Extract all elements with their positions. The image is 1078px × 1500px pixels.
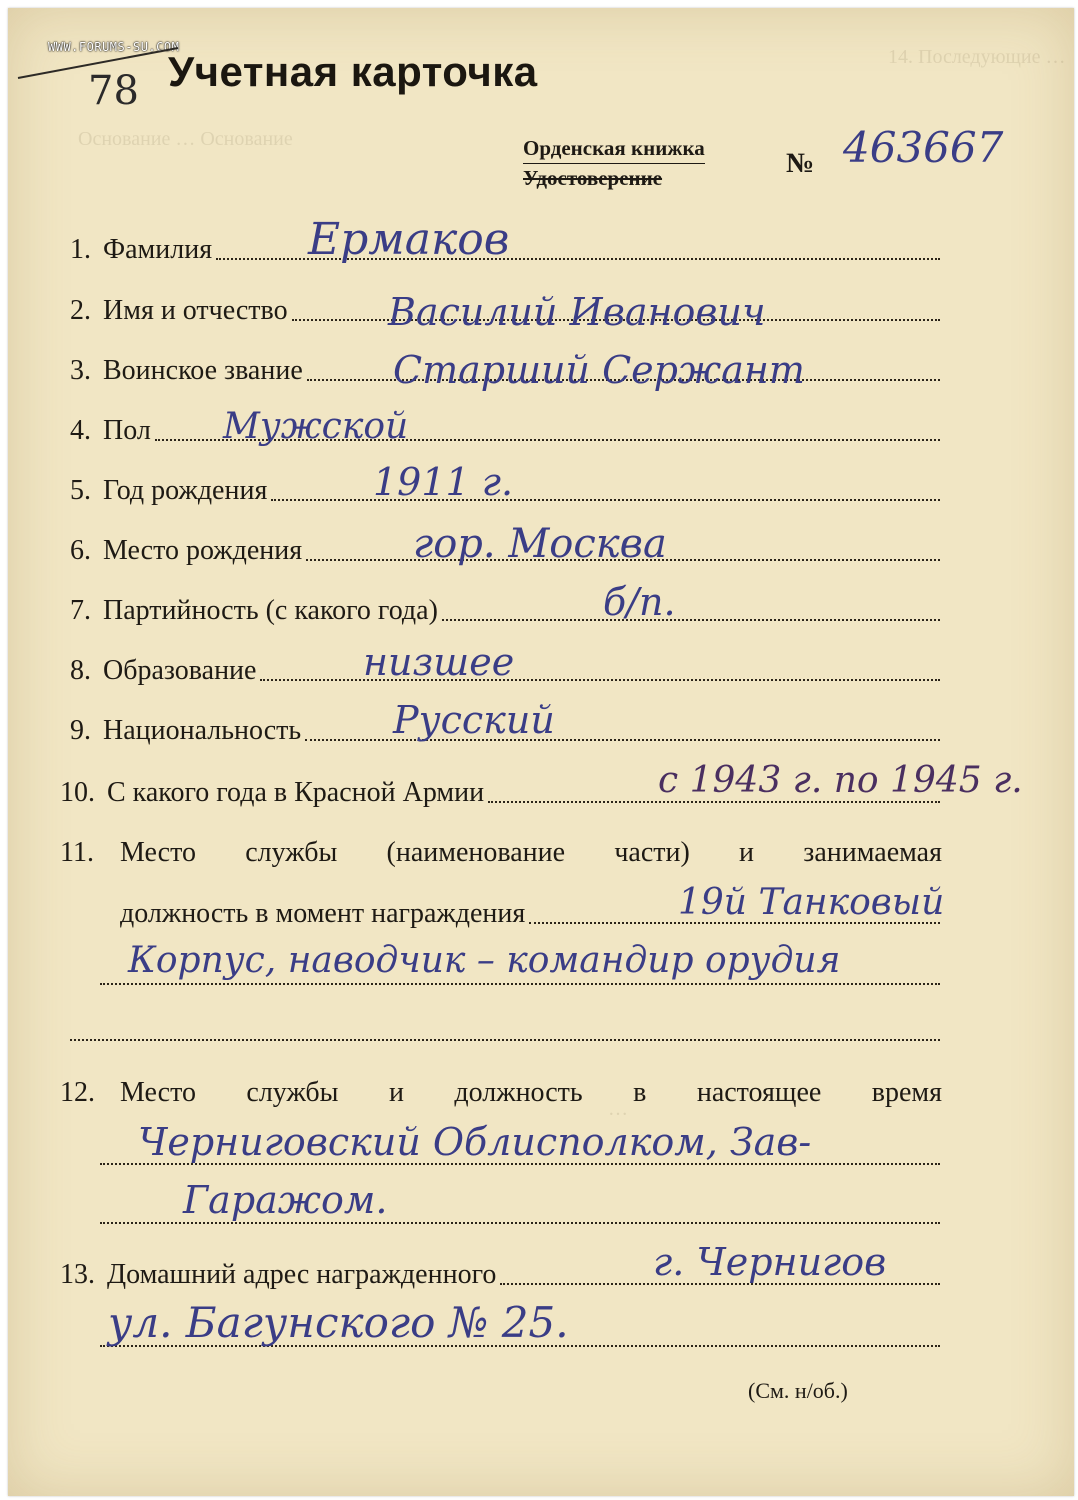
field-value-nationality: Русский: [393, 698, 555, 742]
field-number: 4.: [70, 415, 91, 446]
label-word: и: [739, 837, 755, 868]
label-word: занимаемая: [803, 837, 942, 868]
label-word: части): [614, 837, 690, 868]
field-fill-line: [442, 618, 940, 621]
field-label: Воинское звание: [103, 355, 303, 386]
field-label: Национальность: [103, 715, 302, 746]
label-word: настоящее: [696, 1077, 822, 1108]
field-number: 13.: [60, 1259, 95, 1290]
field-fill-line: [100, 982, 940, 985]
label-word: (наименование: [386, 837, 566, 868]
label-word: службы: [246, 1077, 339, 1108]
field-number: 6.: [70, 535, 91, 566]
field-value-name: Василий Иванович: [388, 290, 766, 334]
field-label: Имя и отчество: [103, 295, 288, 326]
field-label: должность в момент награждения: [120, 898, 526, 929]
field-value-current-job: Черниговский Облисполком, Зав-: [138, 1120, 812, 1164]
field-value-street: ул. Багунского № 25.: [108, 1298, 569, 1347]
field-label: Год рождения: [103, 475, 268, 506]
field-value-sex: Мужской: [223, 406, 409, 447]
field-row-party: [70, 595, 940, 627]
field-number: 8.: [70, 655, 91, 686]
field-row-sex: [70, 415, 940, 447]
card-title: Учетная карточка: [168, 48, 538, 95]
handwritten-card-number: 78: [88, 68, 139, 114]
award-record-card: [8, 8, 1074, 1496]
field-value-army-years: с 1943 г. по 1945 г.: [658, 760, 1023, 801]
field-number: 11.: [60, 837, 94, 868]
field-label: С какого года в Красной Армии: [107, 777, 485, 808]
site-watermark: WWW.FORUMS-SU.COM: [48, 40, 180, 54]
label-word: в: [633, 1077, 647, 1108]
field-label: Фамилия: [103, 234, 213, 265]
label-word: службы: [245, 837, 338, 868]
field-11-label-line1: [120, 837, 942, 869]
field-value-birth-year: 1911 г.: [373, 460, 514, 504]
field-value-city: г. Чернигов: [653, 1240, 887, 1284]
field-label: Домашний адрес награжденного: [107, 1259, 497, 1290]
field-value-party: б/п.: [603, 580, 676, 624]
field-fill-line: [271, 498, 940, 501]
field-number: 12.: [60, 1077, 95, 1108]
label-word: Место: [120, 837, 196, 868]
certificate-label-struck: Удостоверение: [523, 166, 663, 190]
field-number: 2.: [70, 295, 91, 326]
field-label: Пол: [103, 415, 151, 446]
field-number: 9.: [70, 715, 91, 746]
label-word: и: [388, 1077, 404, 1108]
field-label: Место рождения: [103, 535, 303, 566]
number-sign: №: [786, 148, 815, 179]
label-word: Место: [120, 1077, 196, 1108]
order-book-label: Орденская книжка: [523, 136, 705, 164]
order-book-number: 463667: [843, 123, 1004, 172]
field-value-current-job-cont: Гаражом.: [183, 1178, 388, 1222]
field-label: Партийность (с какого года): [103, 595, 438, 626]
see-reverse-note: (См. н/об.): [748, 1378, 848, 1403]
bleed-through-text: Основание … Основание: [78, 128, 293, 150]
field-value-surname: Ермаков: [308, 214, 510, 265]
field-value-unit: 19й Танковый: [678, 882, 945, 923]
field-number: 3.: [70, 355, 91, 386]
field-number: 10.: [60, 777, 95, 808]
field-value-position: Корпус, наводчик – командир орудия: [128, 940, 841, 981]
field-number: 5.: [70, 475, 91, 506]
field-label: Образование: [103, 655, 257, 686]
field-number: 1.: [70, 234, 91, 265]
field-value-education: низшее: [363, 640, 515, 684]
field-fill-line: [70, 1038, 940, 1041]
field-value-rank: Старший Сержант: [393, 348, 805, 392]
order-book-header: [523, 136, 705, 191]
field-12-label: [120, 1077, 942, 1109]
field-number: 7.: [70, 595, 91, 626]
label-word: время: [871, 1077, 942, 1108]
bleed-through-text: 14. Последующие …: [888, 46, 1066, 68]
field-value-birthplace: гор. Москва: [413, 521, 667, 567]
label-word: должность: [454, 1077, 583, 1108]
bleed-through-text: …: [608, 1098, 628, 1120]
